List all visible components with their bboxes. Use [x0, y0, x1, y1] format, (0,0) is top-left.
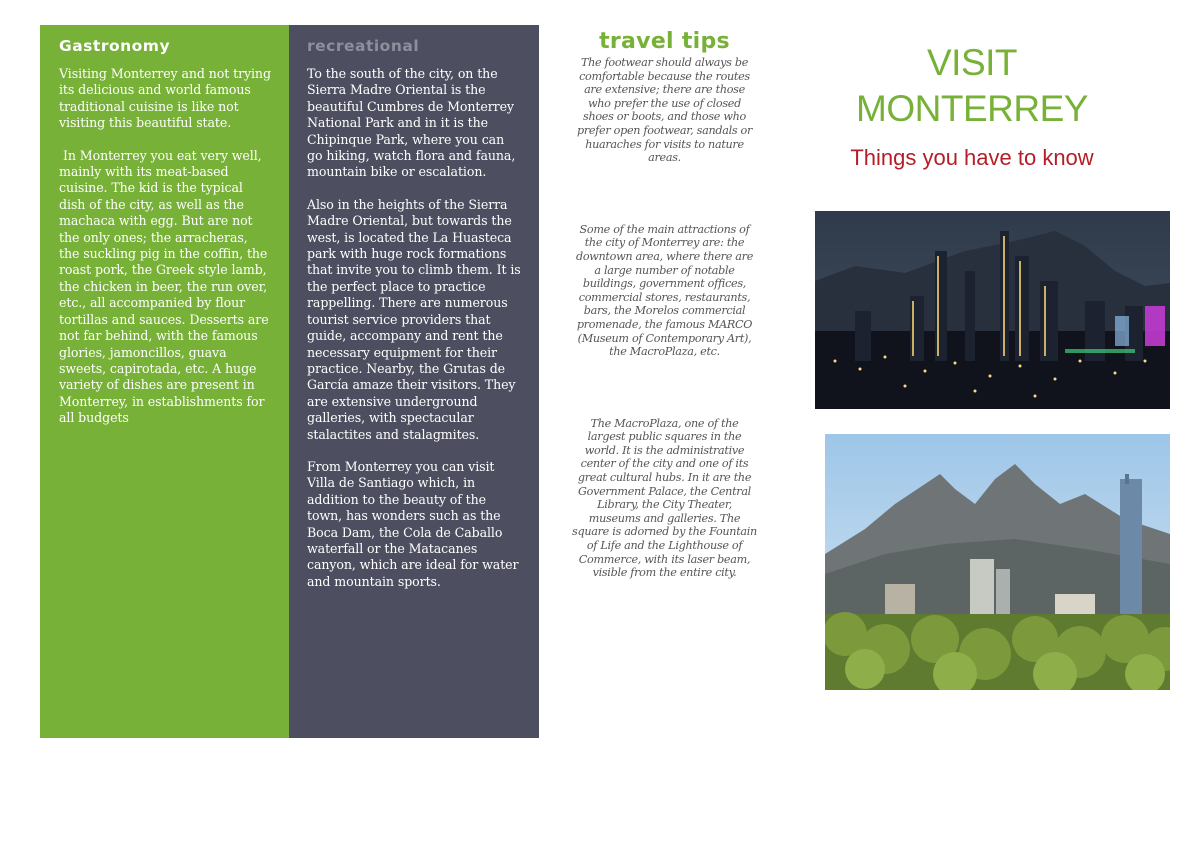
gastronomy-paragraph-2: In Monterrey you eat very well, mainly with its meat-based cuisine. The kid is the typical dish of the city, as well as the machaca with egg. But are not the only ones; the arracheras, the suckling pig in the coffin, the roast pork, the Greek style lamb, the chicken in beer, the run over, etc., all accompanied by flour tortillas and sauces. Desserts are not far behind, with the famous glories, jamoncillos, guava sweets, capirotada, etc. A huge variety of dishes are present in Monterrey, in establishments for all budgets: [59, 147, 269, 426]
mountain-city-illustration: [825, 434, 1170, 690]
cover-title-line-2: MONTERREY: [856, 88, 1088, 129]
mountain-city-photo: [825, 434, 1170, 690]
night-skyline-photo: [815, 211, 1170, 409]
cover-title: [815, 40, 1129, 132]
gastronomy-panel: [40, 25, 289, 738]
travel-tips-paragraph-1: The footwear should always be comfortable because the routes are extensive; there are those who prefer the use of closed shoes or boots, and those who prefer open footwear, sandals or huaraches for visits to nature areas.: [576, 56, 753, 165]
recreational-paragraph-2: Also in the heights of the Sierra Madre Oriental, but towards the west, is located the La Huasteca park with huge rock formations that invite you to climb them. It is the perfect place to practice rappelling. There are numerous tourist service providers that guide, accompany and rent the necessary equipment for their practice. Nearby, the Grutas de García amaze their visitors. They are extensive underground galleries, with spectacular stalactites and stalagmites.: [307, 196, 521, 442]
recreational-text: [307, 66, 521, 590]
recreational-heading: recreational: [307, 37, 420, 55]
gastronomy-heading: Gastronomy: [59, 37, 171, 55]
gastronomy-text: [59, 66, 271, 427]
recreational-panel: [289, 25, 539, 738]
travel-tips-panel: [572, 28, 757, 580]
night-skyline-illustration: [815, 211, 1170, 409]
travel-tips-heading: travel tips: [599, 29, 730, 54]
recreational-paragraph-1: To the south of the city, on the Sierra Madre Oriental is the beautiful Cumbres de Monterrey National Park and in it is the Chipinque Park, where you can go hiking, watch flora and fauna, mountain bike or escalation.: [307, 66, 516, 180]
recreational-paragraph-3: From Monterrey you can visit Villa de Santiago which, in addition to the beauty of the town, has wonders such as the Boca Dam, the Cola de Caballo waterfall or the Matacanes canyon, which are ideal for water and mountain sports.: [307, 458, 519, 589]
travel-tips-paragraph-3: The MacroPlaza, one of the largest public squares in the world. It is the administrative center of the city and one of its great cultural hubs. In it are the Government Palace, the Central Library, the City Theater, museums and galleries. The square is adorned by the Fountain of Life and the Lighthouse of Commerce, with its laser beam, visible from the entire city.: [572, 416, 757, 580]
gastronomy-paragraph-1: Visiting Monterrey and not trying its delicious and world famous traditional cuisine is like not visiting this beautiful state.: [59, 66, 271, 131]
travel-tips-paragraph-2: Some of the main attractions of the city of Monterrey are: the downtown area, where there are a large number of notable buildings, government offices, commercial stores, restaurants, bars, the Morelos commercial promenade, the famous MARCO (Museum of Contemporary Art), the MacroPlaza, etc.: [575, 222, 754, 359]
cover-subtitle: Things you have to know: [850, 145, 1094, 170]
cover-title-line-1: VISIT: [926, 42, 1018, 83]
